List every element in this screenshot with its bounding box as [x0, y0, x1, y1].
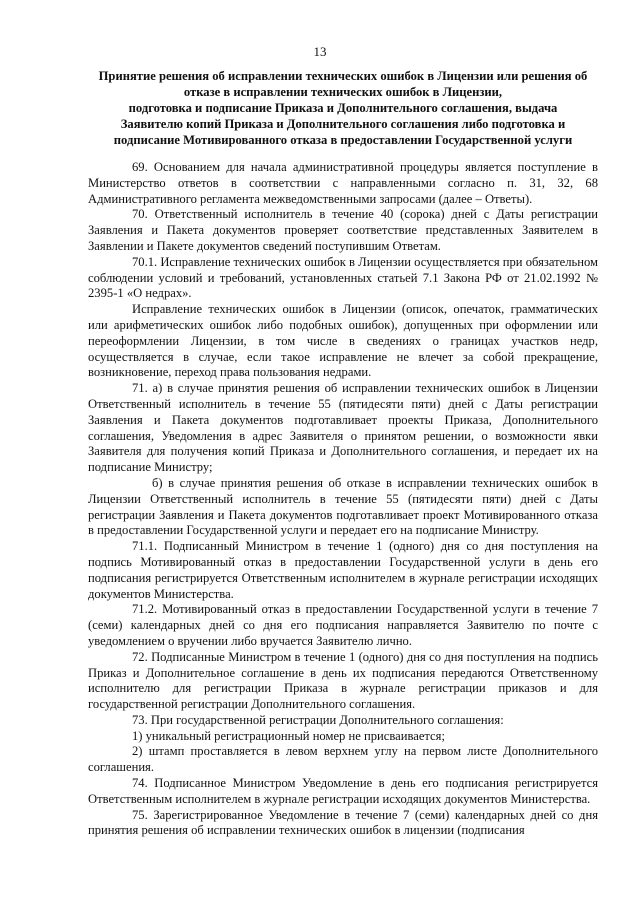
heading-line: Заявителю копий Приказа и Дополнительного соглашения либо подготовка и: [120, 117, 566, 131]
document-body: [88, 160, 598, 839]
paragraph-71-a: 71. а) в случае принятия решения об исправлении технических ошибок в Лицензии Ответственный исполнитель в течение 55 (пятидесяти пяти) дней с Даты регистрации Заявления и Пакета документов подготавливает проекты Приказа, Дополнительного соглашения, Уведомления в адрес Заявителя о принятом решении, о возможности явки Заявителя для получения копий Приказа и Дополнительного соглашения, и передает их на подписание Министру;: [88, 381, 598, 475]
heading-line: отказе в исправлении технических ошибок в Лицензии,: [183, 85, 503, 99]
paragraph-73: 73. При государственной регистрации Дополнительного соглашения:: [132, 712, 504, 727]
paragraph-72: 72. Подписанные Министром в течение 1 (одного) дня со дня поступления на подпись Приказ и Дополнительное соглашение в день их подписания передаются Ответственному исполнителю для регистрации Приказа в журнале регистрации приказов и для государственной регистрации Дополнительного соглашения.: [88, 649, 598, 712]
paragraph-71-b: б) в случае принятия решения об отказе в исправлении технических ошибок в Лицензии Ответственный исполнитель в течение 55 (пятидесяти пяти) дней с Даты регистрации Заявления и Пакета документов подготавливает проект Мотивированного отказа в предоставлении Государственной услуги и передает его на подписание Министру.: [88, 475, 598, 538]
paragraph-70: 70. Ответственный исполнитель в течение 40 (сорока) дней с Даты регистрации Заявления и Пакета документов проверяет соответствие представленных Заявителем в Заявлении и Пакете документов сведений поступившим Ответам.: [88, 207, 598, 253]
paragraph-71-2: 71.2. Мотивированный отказ в предоставлении Государственной услуги в течение 7 (семи) календарных дней со дня его подписания направляется Заявителю по почте с уведомлением о вручении либо вручается Заявителю лично.: [88, 602, 598, 648]
paragraph-70-1: 70.1. Исправление технических ошибок в Лицензии осуществляется при обязательном соблюдении условий и требований, установленных статьей 7.1 Закона РФ от 21.02.1992 № 2395-1 «О недрах».: [88, 254, 598, 301]
paragraph-71-1: 71.1. Подписанный Министром в течение 1 (одного) дня со дня поступления на подпись Мотивированный отказ в предоставлении Государственной услуги в день его подписания регистрируется Ответственным исполнителем в журнале регистрации исходящих документов Министерства.: [88, 539, 598, 601]
paragraph-70-1-cont: Исправление технических ошибок в Лицензии (описок, опечаток, грамматических или арифметических ошибок либо подобных ошибок), допущенных при оформлении или переоформлении Лицензии, в том числе в сведениях о границах участков недр, осуществляется в случае, если такое исправление не влечет за собой прекращение, возникновение, переход права пользования недрами.: [88, 302, 598, 380]
paragraph-69: 69. Основанием для начала административной процедуры является поступление в Министерство ответов в соответствии с направленными согласно п. 31, 32, 68 Административного регламента межведомственными запросами (далее – Ответы).: [88, 160, 598, 206]
paragraph-74: 74. Подписанное Министром Уведомление в день его подписания регистрируется Ответственным исполнителем в журнале регистрации исходящих документов Министерства.: [88, 776, 598, 806]
paragraph-73-2: 2) штамп проставляется в левом верхнем углу на первом листе Дополнительного соглашения.: [88, 744, 598, 775]
paragraph-75: 75. Зарегистрированное Уведомление в течение 7 (семи) календарных дней со дня принятия решения об исправлении технических ошибок в лицензии (подписания: [88, 807, 598, 838]
heading-line: Принятие решения об исправлении технических ошибок в Лицензии или решения об: [98, 69, 588, 83]
heading-line: подготовка и подписание Приказа и Дополнительного соглашения, выдача: [128, 101, 558, 115]
section-heading: [88, 68, 598, 148]
heading-line: подписание Мотивированного отказа в предоставлении Государственной услуги: [113, 133, 573, 147]
page-number: 13: [313, 44, 327, 59]
paragraph-73-1: 1) уникальный регистрационный номер не присваивается;: [132, 728, 445, 743]
